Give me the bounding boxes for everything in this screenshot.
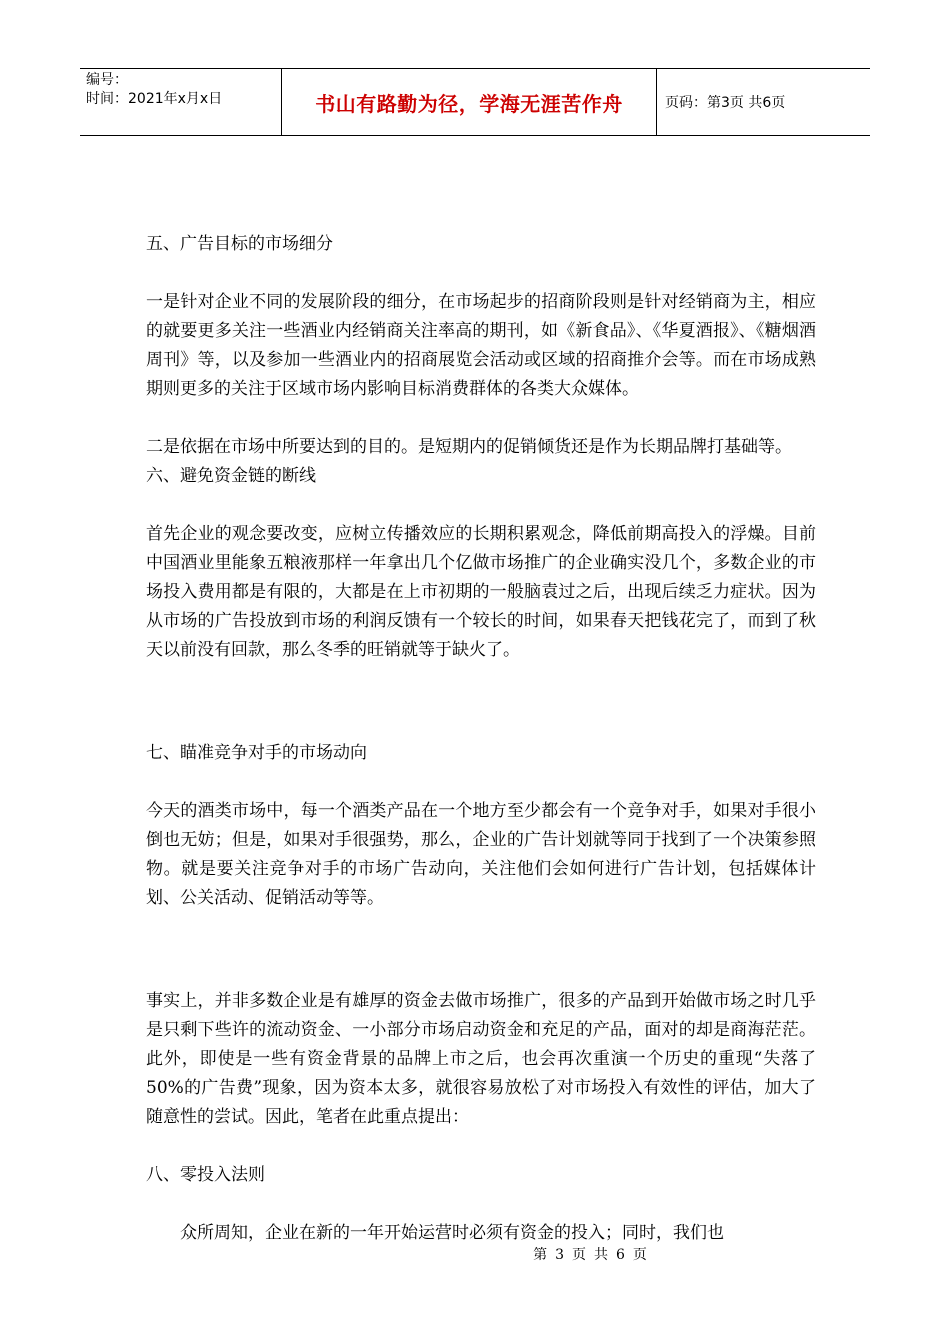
section-heading: 七、瞄准竞争对手的市场动向	[146, 743, 367, 763]
date-label: 时间：2021年x月x日	[86, 91, 223, 107]
page-header	[80, 68, 870, 136]
footer-word: 共	[594, 1247, 608, 1263]
header-motto: 书山有路勤为径，学海无涯苦作舟	[282, 69, 657, 135]
section-heading: 五、广告目标的市场细分	[146, 234, 333, 254]
footer-word: 页	[632, 1247, 647, 1263]
section-heading: 六、避免资金链的断线	[146, 466, 316, 486]
document-body	[146, 230, 816, 1248]
paragraph: 事实上，并非多数企业是有雄厚的资金去做市场推广，很多的产品到开始做市场之时几乎是只剩下些许的流动资金、一小部分市场启动资金和充足的产品，面对的却是商海茫茫。此外，即使是一些有资金背景的品牌上市之后，也会再次重演一个历史的重现“失落了50%的广告费”现象，因为资本太多，就很容易放松了对市场投入有效性的评估，加大了随意性的尝试。因此，笔者在此重点提出：	[146, 991, 816, 1127]
paragraph: 今天的酒类市场中，每一个酒类产品在一个地方至少都会有一个竞争对手，如果对手很小倒也无妨；但是，如果对手很强势，那么，企业的广告计划就等同于找到了一个决策参照物。就是要关注竞争对手的市场广告动向，关注他们会如何进行广告计划，包括媒体计划、公关活动、促销活动等等。	[146, 801, 816, 908]
header-page-label: 页码：第3页 共6页	[665, 95, 786, 111]
footer-page-number: 3	[555, 1247, 564, 1263]
footer-word: 第	[533, 1247, 548, 1263]
doc-number-label: 编号：	[86, 72, 128, 88]
paragraph: 一是针对企业不同的发展阶段的细分，在市场起步的招商阶段则是针对经销商为主，相应的就要更多关注一些酒业内经销商关注率高的期刊，如《新食品》、《华夏酒报》、《糖烟酒周刊》等，以及参加一些酒业内的招商展览会活动或区域的招商推介会等。而在市场成熟期则更多的关注于区域市场内影响目标消费群体的各类大众媒体。	[146, 292, 816, 399]
page-footer	[0, 1244, 950, 1264]
paragraph: 众所周知，企业在新的一年开始运营时必须有资金的投入；同时，我们也	[180, 1223, 724, 1243]
footer-total-pages: 6	[616, 1247, 625, 1263]
footer-word: 页	[572, 1247, 586, 1263]
header-meta	[80, 69, 282, 135]
paragraph: 二是依据在市场中所要达到的目的。是短期内的促销倾货还是作为长期品牌打基础等。	[146, 437, 792, 457]
paragraph: 首先企业的观念要改变，应树立传播效应的长期积累观念，降低前期高投入的浮燥。目前中国酒业里能象五粮液那样一年拿出几个亿做市场推广的企业确实没几个，多数企业的市场投入费用都是有限的，大都是在上市初期的一般脑袁过之后，出现后续乏力症状。因为从市场的广告投放到市场的利润反馈有一个较长的时间，如果春天把钱花完了，而到了秋天以前没有回款，那么冬季的旺销就等于缺火了。	[146, 524, 816, 660]
section-heading: 八、零投入法则	[146, 1165, 265, 1185]
